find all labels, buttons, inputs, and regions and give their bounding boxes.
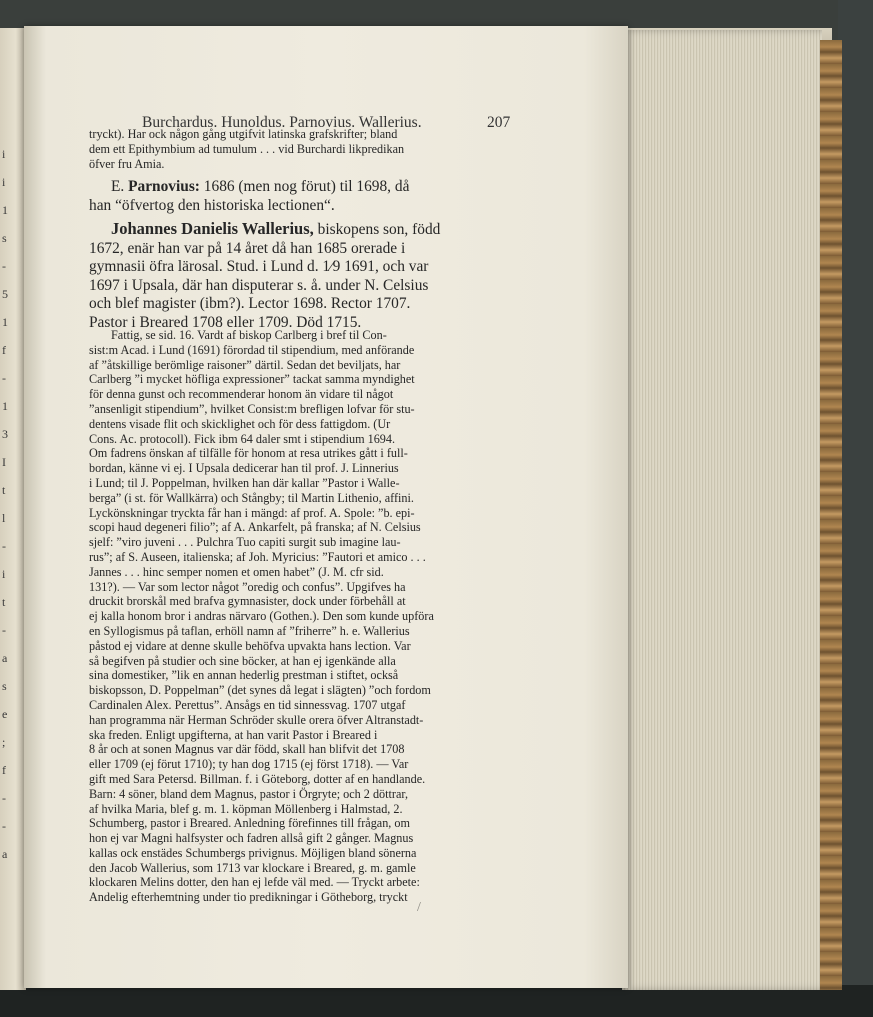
wallerius-line-1-rest: biskopens son, född bbox=[317, 221, 441, 238]
note-line: 8 år och at sonen Magnus var där född, skall han blifvit det 1708 bbox=[89, 742, 405, 757]
pencil-mark: / bbox=[417, 900, 421, 915]
left-page-fragment: - bbox=[2, 819, 6, 833]
running-header: Burchardus. Hunoldus. Parnovius. Wallerius. bbox=[142, 114, 422, 131]
note-line: Om fadrens önskan af tilfälle för honom at resa utrikes gått i full- bbox=[89, 446, 408, 461]
left-page-fragment: - bbox=[2, 539, 6, 553]
left-page-fragment: 1 bbox=[2, 315, 8, 329]
wallerius-line-1 bbox=[89, 220, 529, 240]
intro-line: öfver fru Amia. bbox=[89, 156, 165, 171]
note-line: Jannes . . . hinc semper nomen et omen habet” (J. M. cfr sid. bbox=[89, 564, 384, 579]
note-line: för denna gunst och recommenderar honom än vidare til något bbox=[89, 387, 394, 402]
left-page-fragment: f bbox=[2, 343, 6, 357]
parnovius-line-1-rest: 1686 (men nog förut) til 1698, då bbox=[203, 178, 410, 195]
note-line: ”ansenligit stipendium”, hvilket Consist:m brefligen lofvar för stu- bbox=[89, 401, 415, 416]
parnovius-initial: E. bbox=[111, 178, 125, 195]
left-page-fragment: i bbox=[2, 147, 6, 161]
left-page-fragment: - bbox=[2, 791, 6, 805]
note-line: druckit brorskål med brafva gymnasister, dock under förbehåll at bbox=[89, 594, 406, 609]
note-line: sjelf: ”viro juveni . . . Pulchra Tuo capiti surgit sub imagine lau- bbox=[89, 535, 401, 550]
note-line: Andelig efterhemtning under tio predikningar i Götheborg, tryckt bbox=[89, 890, 408, 905]
note-line: sina domestiker, ”lik en annan hederlig prestman i stiftet, också bbox=[89, 668, 399, 683]
note-line: rus”; af S. Auseen, italienska; af Joh. Myricius: ”Fautori et amico . . . bbox=[89, 549, 426, 564]
note-line: Lyckönskningar tryckta får han i mängd: af prof. A. Spole: ”b. epi- bbox=[89, 505, 415, 520]
note-line: ej kalla honom bror i andras närvaro (Gothen.). Den som kunde upföra bbox=[89, 609, 434, 624]
left-page-fragment: a bbox=[2, 651, 8, 665]
note-line: berga” (i st. för Wallkärra) och Stångby; til Martin Lithenio, affini. bbox=[89, 490, 414, 505]
left-page-fragment: 1 bbox=[2, 399, 8, 413]
note-line: en Syllogismus på taflan, erhöll namn af ”friherre” h. e. Wallerius bbox=[89, 623, 410, 638]
note-line: sist:m Acad. i Lund (1691) förordad til stipendium, med anförande bbox=[89, 342, 415, 357]
left-facing-page-edge bbox=[0, 28, 26, 990]
note-line: scopi haud degeneri filio”; af A. Ankarfelt, på franska; af N. Celsius bbox=[89, 520, 421, 535]
note-line: biskopsson, D. Poppelman” (det synes då legat i slägten) ”och fordom bbox=[89, 683, 431, 698]
parnovius-line-2: han “öfvertog den historiska lectionen“. bbox=[89, 196, 335, 214]
intro-paragraph bbox=[89, 127, 529, 171]
left-page-fragment: a bbox=[2, 847, 8, 861]
left-page-fragment: i bbox=[2, 175, 6, 189]
left-page-fragment: t bbox=[2, 483, 6, 497]
wallerius-line: och blef magister (ibm?). Lector 1698. Rector 1707. bbox=[89, 295, 411, 312]
left-page-fragment: l bbox=[2, 511, 6, 525]
note-line: 131?). — Var som lector något ”oredig och confus”. Upgifves ha bbox=[89, 579, 406, 594]
note-line: eller 1709 (ej förut 1710); ty han dog 1715 (ej först 1718). — Var bbox=[89, 757, 409, 772]
wallerius-line: gymnasii öfra lärosal. Stud. i Lund d. 1⁄9 1691, och var bbox=[89, 258, 429, 275]
note-line: Carlberg ”i mycket höfliga expressioner” tackat samma myndighet bbox=[89, 372, 415, 387]
note-line: gift med Sara Petersd. Billman. f. i Göteborg, dotter af en handlande. bbox=[89, 771, 426, 786]
note-line: bordan, känne vi ej. I Upsala dedicerar han til prof. J. Linnerius bbox=[89, 461, 399, 476]
left-page-fragment: t bbox=[2, 595, 6, 609]
page-number: 207 bbox=[487, 114, 511, 131]
left-page-fragment: f bbox=[2, 763, 6, 777]
note-line: Barn: 4 söner, bland dem Magnus, pastor i Örgryte; och 2 döttrar, bbox=[89, 786, 408, 801]
left-page-fragment: s bbox=[2, 231, 7, 245]
left-page-fragment: 5 bbox=[2, 287, 8, 301]
wallerius-line: 1697 i Upsala, där han disputerar s. å. under N. Celsius bbox=[89, 276, 429, 294]
note-line: klockaren Melins dotter, den han ej lefde väl med. — Tryckt arbete: bbox=[89, 875, 420, 890]
page-block-fore-edge bbox=[622, 30, 822, 990]
intro-line: tryckt). Har ock någon gång utgifvit latinska grafskrifter; bland bbox=[89, 127, 398, 141]
note-line: Cons. Ac. protocoll). Fick ibm 64 daler smt i stipendium 1694. bbox=[89, 431, 396, 446]
note-line: Schumberg, pastor i Breared. Anledning förefinnes till frågan, om bbox=[89, 816, 410, 831]
note-line: Cardinalen Alex. Perettus”. Ansågs en tid sinnessvag. 1707 utgaf bbox=[89, 697, 406, 712]
note-line: påstod ej vidare at denne skulle behöfva upvakta hans lection. Var bbox=[89, 638, 411, 653]
left-page-fragment: I bbox=[2, 455, 6, 469]
left-page-fragment: - bbox=[2, 623, 6, 637]
left-page-fragment: 3 bbox=[2, 427, 8, 441]
note-line: Fattig, se sid. 16. Vardt af biskop Carlberg i bref til Con- bbox=[111, 328, 387, 342]
note-line: han programma när Herman Schröder skulle orera öfver Altranstadt- bbox=[89, 712, 424, 727]
left-page-fragment: 1 bbox=[2, 203, 8, 217]
left-page-fragment: i bbox=[2, 567, 6, 581]
intro-line: dem ett Epithymbium ad tumulum . . . vid Burchardi likpredikan bbox=[89, 141, 405, 156]
left-page-fragment: ; bbox=[2, 735, 6, 749]
note-line: så begifven på studier och sine böcker, at han ej igenkände alla bbox=[89, 653, 396, 668]
left-page-fragment: - bbox=[2, 259, 6, 273]
left-page-fragment: e bbox=[2, 707, 8, 721]
note-line: af hvilka Maria, blef g. m. 1. köpman Möllenberg i Halmstad, 2. bbox=[89, 801, 403, 816]
note-line: hon ej var Magni halfsyster och fadren allså gift 2 gånger. Magnus bbox=[89, 831, 414, 846]
background-right bbox=[838, 0, 873, 1017]
note-line: dentens visade flit och skicklighet och för dess fattigdom. (Ur bbox=[89, 416, 391, 431]
note-line: i Lund; til J. Poppelman, hvilken han där kallar ”Pastor i Walle- bbox=[89, 475, 400, 490]
parnovius-entry bbox=[89, 178, 529, 215]
note-line: kallas ock enstädes Schumbergs privignus. Möjligen bland sönerna bbox=[89, 845, 417, 860]
left-page-fragment: - bbox=[2, 371, 6, 385]
notes-paragraph bbox=[89, 328, 529, 905]
book-page bbox=[24, 26, 628, 988]
wallerius-name: Johannes Danielis Wallerius, bbox=[111, 219, 314, 238]
wallerius-entry bbox=[89, 220, 529, 332]
note-line: ska freden. Enligt upgifterna, at han varit Pastor i Breared i bbox=[89, 727, 378, 742]
note-line: den Jacob Wallerius, som 1713 var klockare i Breared, g. m. gamle bbox=[89, 860, 416, 875]
book-cover-edge bbox=[820, 40, 842, 990]
wallerius-line: Pastor i Breared 1708 eller 1709. Död 1715. bbox=[89, 313, 362, 331]
parnovius-name: Parnovius: bbox=[128, 178, 200, 195]
left-page-fragment: s bbox=[2, 679, 7, 693]
parnovius-line-1 bbox=[89, 178, 529, 197]
wallerius-line: 1672, enär han var på 14 året då han 1685 orerade i bbox=[89, 239, 406, 257]
note-line: af ”åtskillige berömlige raisoner” därtil. Sedan det beviljats, har bbox=[89, 357, 401, 372]
